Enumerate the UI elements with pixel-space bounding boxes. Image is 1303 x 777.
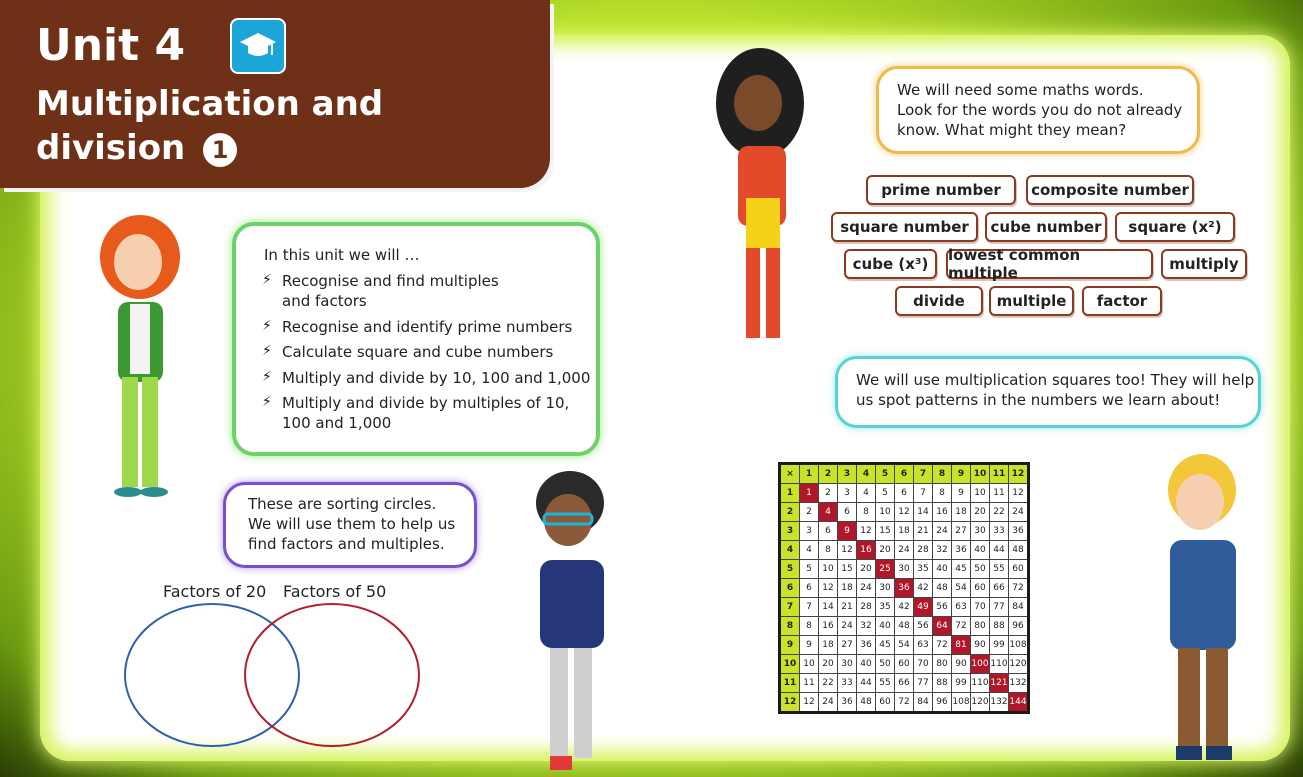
product-cell: 10 [819, 560, 838, 579]
square-number-cell: 16 [857, 541, 876, 560]
product-cell: 2 [819, 484, 838, 503]
product-cell: 40 [971, 541, 990, 560]
sorting-text-line: We will use them to help us [248, 515, 456, 533]
multiplication-square [778, 462, 1030, 714]
product-cell: 12 [800, 693, 819, 713]
row-header: 1 [780, 484, 800, 503]
square-number-cell: 81 [952, 636, 971, 655]
product-cell: 7 [914, 484, 933, 503]
product-cell: 40 [876, 617, 895, 636]
venn-circle-left [125, 604, 299, 746]
table-row [780, 522, 1029, 541]
vocab-cube-x3: cube (x³) [844, 249, 937, 279]
product-cell: 35 [914, 560, 933, 579]
row-header: 10 [780, 655, 800, 674]
square-number-cell: 9 [838, 522, 857, 541]
goal-item [262, 343, 553, 361]
product-cell: 45 [952, 560, 971, 579]
product-cell: 5 [800, 560, 819, 579]
product-cell: 4 [857, 484, 876, 503]
product-cell: 8 [800, 617, 819, 636]
product-cell: 24 [933, 522, 952, 541]
product-cell: 24 [1009, 503, 1029, 522]
unit-goals-bubble [232, 222, 600, 456]
goal-item-continued [282, 414, 391, 432]
table-row [780, 503, 1029, 522]
goal-text: Calculate square and cube numbers [282, 343, 554, 361]
column-header: 9 [952, 464, 971, 484]
vocab-square-number: square number [831, 212, 978, 242]
part-number: 1 [203, 133, 237, 167]
product-cell: 42 [914, 579, 933, 598]
row-header: 6 [780, 579, 800, 598]
column-header: 4 [857, 464, 876, 484]
product-cell: 24 [857, 579, 876, 598]
product-cell: 30 [838, 655, 857, 674]
product-cell: 40 [933, 560, 952, 579]
unit-title-text: Multiplication and division [36, 84, 384, 168]
square-number-cell: 121 [990, 674, 1009, 693]
product-cell: 9 [800, 636, 819, 655]
product-cell: 3 [800, 522, 819, 541]
column-header: 6 [895, 464, 914, 484]
product-cell: 55 [990, 560, 1009, 579]
row-header: 8 [780, 617, 800, 636]
venn-circle-right [245, 604, 419, 746]
product-cell: 8 [933, 484, 952, 503]
product-cell: 99 [952, 674, 971, 693]
product-cell: 11 [800, 674, 819, 693]
venn-right-label: Factors of 50 [283, 582, 387, 601]
product-cell: 48 [857, 693, 876, 713]
product-cell: 50 [876, 655, 895, 674]
product-cell: 36 [1009, 522, 1029, 541]
product-cell: 10 [971, 484, 990, 503]
table-row [780, 674, 1029, 693]
product-cell: 9 [952, 484, 971, 503]
product-cell: 108 [1009, 636, 1029, 655]
product-cell: 60 [1009, 560, 1029, 579]
product-cell: 12 [838, 541, 857, 560]
lightning-icon: ⚡ [262, 272, 272, 288]
sorting-text-line: These are sorting circles. [248, 495, 437, 513]
column-header: 12 [1009, 464, 1029, 484]
product-cell: 96 [933, 693, 952, 713]
product-cell: 22 [990, 503, 1009, 522]
vocab-square-x2: square (x²) [1115, 212, 1235, 242]
vocab-multiply: multiply [1161, 249, 1247, 279]
lightning-icon: ⚡ [262, 369, 272, 385]
column-header: 10 [971, 464, 990, 484]
product-cell: 12 [1009, 484, 1029, 503]
row-header: 2 [780, 503, 800, 522]
product-cell: 44 [990, 541, 1009, 560]
goal-text: Multiply and divide by 10, 100 and 1,000 [282, 369, 591, 387]
square-number-cell: 25 [876, 560, 895, 579]
product-cell: 44 [857, 674, 876, 693]
product-cell: 80 [933, 655, 952, 674]
goal-item [262, 394, 569, 412]
square-number-cell: 144 [1009, 693, 1029, 713]
table-row [780, 598, 1029, 617]
girl-character-illustration [80, 212, 200, 502]
product-cell: 77 [990, 598, 1009, 617]
goal-item [262, 369, 590, 387]
product-cell: 4 [800, 541, 819, 560]
product-cell: 35 [876, 598, 895, 617]
product-cell: 2 [800, 503, 819, 522]
product-cell: 66 [895, 674, 914, 693]
title-banner [0, 0, 550, 188]
column-header: 11 [990, 464, 1009, 484]
product-cell: 33 [838, 674, 857, 693]
column-header: 8 [933, 464, 952, 484]
square-number-cell: 64 [933, 617, 952, 636]
product-cell: 63 [952, 598, 971, 617]
product-cell: 32 [933, 541, 952, 560]
product-cell: 18 [838, 579, 857, 598]
boy-character-illustration [520, 468, 620, 777]
product-cell: 20 [876, 541, 895, 560]
product-cell: 72 [1009, 579, 1029, 598]
venn-diagram [120, 600, 430, 755]
product-cell: 60 [876, 693, 895, 713]
product-cell: 42 [895, 598, 914, 617]
product-cell: 110 [971, 674, 990, 693]
vocab-prime-number: prime number [866, 175, 1016, 205]
product-cell: 55 [876, 674, 895, 693]
product-cell: 88 [990, 617, 1009, 636]
product-cell: 12 [857, 522, 876, 541]
product-cell: 80 [971, 617, 990, 636]
product-cell: 36 [857, 636, 876, 655]
venn-left-label: Factors of 20 [163, 582, 267, 601]
product-cell: 18 [819, 636, 838, 655]
product-cell: 110 [990, 655, 1009, 674]
product-cell: 12 [895, 503, 914, 522]
table-row [780, 560, 1029, 579]
squares-text-line: We will use multiplication squares too! They will help [856, 371, 1255, 389]
sorting-text-line: find factors and multiples. [248, 535, 445, 553]
goal-text: and factors [282, 292, 367, 310]
product-cell: 27 [952, 522, 971, 541]
product-cell: 21 [838, 598, 857, 617]
table-row [780, 541, 1029, 560]
column-header: 1 [800, 464, 819, 484]
graduation-cap-icon [230, 18, 286, 74]
product-cell: 8 [819, 541, 838, 560]
product-cell: 72 [933, 636, 952, 655]
row-header: 11 [780, 674, 800, 693]
product-cell: 22 [819, 674, 838, 693]
column-header: 3 [838, 464, 857, 484]
product-cell: 132 [1009, 674, 1029, 693]
product-cell: 70 [914, 655, 933, 674]
girl-character-illustration-2 [710, 48, 810, 348]
product-cell: 90 [952, 655, 971, 674]
product-cell: 84 [1009, 598, 1029, 617]
vocab-lowest-common-multiple: lowest common multiple [946, 249, 1153, 279]
product-cell: 15 [876, 522, 895, 541]
product-cell: 96 [1009, 617, 1029, 636]
row-header: 5 [780, 560, 800, 579]
vocab-divide: divide [895, 286, 983, 316]
goal-item [262, 318, 572, 336]
product-cell: 3 [838, 484, 857, 503]
product-cell: 14 [914, 503, 933, 522]
product-cell: 24 [838, 617, 857, 636]
product-cell: 24 [819, 693, 838, 713]
product-cell: 6 [895, 484, 914, 503]
table-row [780, 617, 1029, 636]
product-cell: 21 [914, 522, 933, 541]
product-cell: 132 [990, 693, 1009, 713]
product-cell: 5 [876, 484, 895, 503]
table-row [780, 484, 1029, 503]
row-header: 9 [780, 636, 800, 655]
table-row [780, 579, 1029, 598]
unit-title [36, 82, 476, 170]
product-cell: 24 [895, 541, 914, 560]
product-cell: 60 [895, 655, 914, 674]
product-cell: 48 [933, 579, 952, 598]
column-header: 7 [914, 464, 933, 484]
product-cell: 28 [857, 598, 876, 617]
product-cell: 72 [952, 617, 971, 636]
product-cell: 120 [971, 693, 990, 713]
product-cell: 6 [838, 503, 857, 522]
square-number-cell: 36 [895, 579, 914, 598]
product-cell: 45 [876, 636, 895, 655]
goal-text: Multiply and divide by multiples of 10, [282, 394, 570, 412]
product-cell: 10 [800, 655, 819, 674]
product-cell: 7 [800, 598, 819, 617]
lightning-icon: ⚡ [262, 343, 272, 359]
lightning-icon: ⚡ [262, 394, 272, 410]
product-cell: 27 [838, 636, 857, 655]
product-cell: 36 [952, 541, 971, 560]
product-cell: 20 [971, 503, 990, 522]
unit-number: Unit 4 [36, 20, 186, 71]
square-number-cell: 1 [800, 484, 819, 503]
product-cell: 6 [800, 579, 819, 598]
column-header: 2 [819, 464, 838, 484]
vocab-cube-number: cube number [985, 212, 1107, 242]
product-cell: 40 [857, 655, 876, 674]
lightning-icon: ⚡ [262, 318, 272, 334]
product-cell: 20 [857, 560, 876, 579]
product-cell: 12 [819, 579, 838, 598]
product-cell: 16 [819, 617, 838, 636]
product-cell: 28 [914, 541, 933, 560]
product-cell: 18 [952, 503, 971, 522]
product-cell: 48 [1009, 541, 1029, 560]
product-cell: 8 [857, 503, 876, 522]
goal-text: Recognise and find multiples [282, 272, 499, 290]
row-header: 7 [780, 598, 800, 617]
product-cell: 63 [914, 636, 933, 655]
table-corner: × [780, 464, 800, 484]
product-cell: 30 [876, 579, 895, 598]
maths-words-line: know. What might they mean? [897, 121, 1127, 139]
product-cell: 48 [895, 617, 914, 636]
row-header: 12 [780, 693, 800, 713]
vocab-multiple: multiple [989, 286, 1074, 316]
product-cell: 16 [933, 503, 952, 522]
product-cell: 60 [971, 579, 990, 598]
product-cell: 54 [952, 579, 971, 598]
goal-text: 100 and 1,000 [282, 414, 392, 432]
maths-words-line: Look for the words you do not already [897, 101, 1183, 119]
sorting-circles-bubble [223, 482, 477, 568]
product-cell: 18 [895, 522, 914, 541]
product-cell: 50 [971, 560, 990, 579]
vocab-composite-number: composite number [1026, 175, 1194, 205]
product-cell: 32 [857, 617, 876, 636]
blond-boy-character-illustration [1150, 450, 1250, 777]
product-cell: 54 [895, 636, 914, 655]
product-cell: 36 [838, 693, 857, 713]
multiplication-squares-bubble [835, 356, 1261, 428]
product-cell: 84 [914, 693, 933, 713]
product-cell: 33 [990, 522, 1009, 541]
maths-words-line: We will need some maths words. [897, 81, 1144, 99]
product-cell: 30 [971, 522, 990, 541]
product-cell: 120 [1009, 655, 1029, 674]
product-cell: 88 [933, 674, 952, 693]
product-cell: 20 [819, 655, 838, 674]
product-cell: 10 [876, 503, 895, 522]
product-cell: 90 [971, 636, 990, 655]
goal-item [262, 272, 499, 290]
product-cell: 108 [952, 693, 971, 713]
square-number-cell: 100 [971, 655, 990, 674]
row-header: 3 [780, 522, 800, 541]
squares-text-line: us spot patterns in the numbers we learn about! [856, 391, 1221, 409]
product-cell: 15 [838, 560, 857, 579]
product-cell: 56 [914, 617, 933, 636]
table-row [780, 655, 1029, 674]
product-cell: 77 [914, 674, 933, 693]
goal-item-continued [282, 292, 367, 310]
product-cell: 99 [990, 636, 1009, 655]
goal-text: Recognise and identify prime numbers [282, 318, 573, 336]
product-cell: 72 [895, 693, 914, 713]
vocab-factor: factor [1082, 286, 1162, 316]
product-cell: 30 [895, 560, 914, 579]
table-row [780, 636, 1029, 655]
maths-words-bubble [876, 66, 1200, 154]
table-row [780, 464, 1029, 484]
product-cell: 66 [990, 579, 1009, 598]
table-row [780, 693, 1029, 713]
square-number-cell: 49 [914, 598, 933, 617]
product-cell: 56 [933, 598, 952, 617]
goals-intro: In this unit we will … [264, 246, 420, 264]
square-number-cell: 4 [819, 503, 838, 522]
product-cell: 14 [819, 598, 838, 617]
column-header: 5 [876, 464, 895, 484]
product-cell: 70 [971, 598, 990, 617]
product-cell: 11 [990, 484, 1009, 503]
product-cell: 6 [819, 522, 838, 541]
row-header: 4 [780, 541, 800, 560]
